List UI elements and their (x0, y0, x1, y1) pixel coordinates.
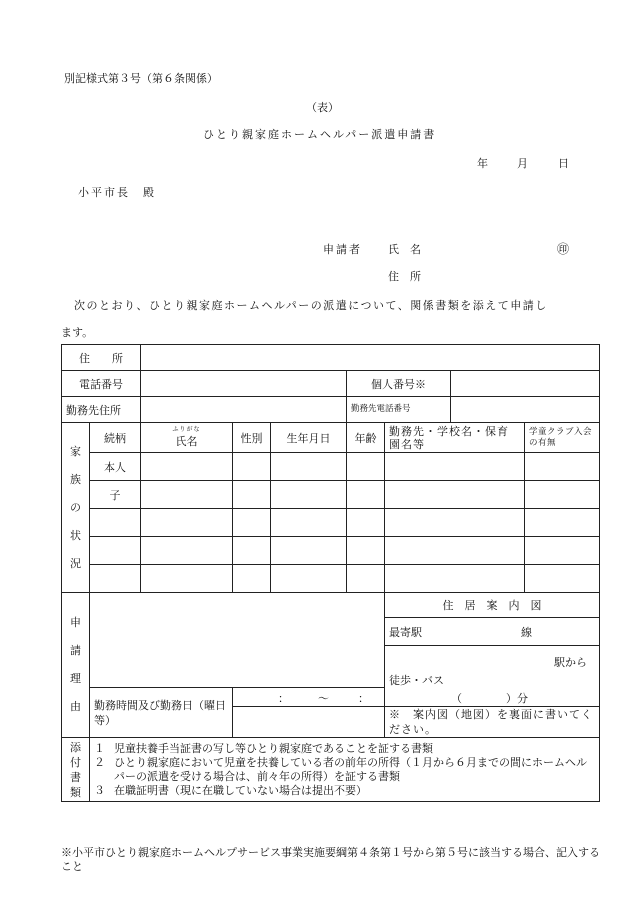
header-name: ふりがな 氏名 (141, 423, 233, 453)
work-days-field[interactable] (233, 707, 385, 738)
form-side: （表） (306, 101, 339, 114)
from-station-label: 駅から (554, 656, 588, 669)
time-colon-2: ： (358, 692, 369, 705)
family-club-cell[interactable] (525, 565, 600, 593)
family-name-cell[interactable] (141, 565, 233, 593)
page-title: ひとり親家庭ホームヘルパー派遣申請書 (203, 128, 437, 141)
header-birth: 生年月日 (271, 423, 347, 453)
family-relation[interactable] (90, 509, 141, 537)
header-name-ruby: ふりがな (172, 426, 201, 433)
applicant-label: 申請者 (323, 243, 362, 256)
family-birth-cell[interactable] (271, 481, 347, 509)
form-number: 別記様式第３号（第６条関係） (64, 72, 218, 85)
family-row (62, 565, 600, 593)
family-name-cell[interactable] (141, 481, 233, 509)
family-relation: 本人 (90, 453, 141, 481)
mynumber-label: 個人番号※ (347, 371, 451, 397)
family-relation[interactable] (90, 537, 141, 565)
mynumber-field[interactable] (451, 371, 600, 397)
access-info (385, 646, 600, 707)
list-item: ３ 在職証明書（現に在職していない場合は提出不要） (94, 783, 367, 797)
intro-line-2: ます。 (61, 326, 94, 339)
family-school-cell[interactable] (385, 509, 525, 537)
reason-section-label: 申 請 理 由 (62, 593, 90, 738)
family-birth-cell[interactable] (271, 509, 347, 537)
family-birth-cell[interactable] (271, 565, 347, 593)
date-day: 日 (558, 157, 569, 170)
family-section-label: 家 族 の 状 況 (62, 423, 90, 593)
family-school-cell[interactable] (385, 537, 525, 565)
family-row (62, 453, 600, 481)
family-age-cell[interactable] (347, 565, 385, 593)
family-age-cell[interactable] (347, 453, 385, 481)
family-row (62, 509, 600, 537)
work-hours-label: 勤務時間及び勤務日（曜日等） (90, 688, 233, 738)
date-month: 月 (517, 157, 528, 170)
line-label: 線 (521, 625, 532, 639)
header-age: 年齢 (347, 423, 385, 453)
family-birth-cell[interactable] (271, 453, 347, 481)
work-time-field[interactable] (233, 688, 385, 707)
family-relation: 子 (90, 481, 141, 509)
family-club-cell[interactable] (525, 453, 600, 481)
work-address-field[interactable] (141, 397, 347, 423)
family-row (62, 481, 600, 509)
family-age-cell[interactable] (347, 537, 385, 565)
time-wave: ～ (318, 692, 329, 705)
family-name-cell[interactable] (141, 509, 233, 537)
family-club-cell[interactable] (525, 481, 600, 509)
work-address-label: 勤務先住所 (62, 397, 141, 423)
phone-field[interactable] (141, 371, 347, 397)
seal-mark: ㊞ (557, 242, 570, 256)
station-label: 最寄駅 (389, 625, 422, 639)
family-sex-cell[interactable] (233, 481, 271, 509)
work-phone-field[interactable] (451, 397, 600, 423)
address-label: 住 所 (62, 345, 141, 371)
application-form-table (61, 344, 600, 802)
time-colon-1: ： (278, 692, 289, 705)
addressee: 小平市長 殿 (78, 186, 156, 199)
family-sex-cell[interactable] (233, 565, 271, 593)
family-club-cell[interactable] (525, 537, 600, 565)
family-age-cell[interactable] (347, 481, 385, 509)
family-name-cell[interactable] (141, 537, 233, 565)
header-school: 勤務先・学校名・保育園名等 (385, 423, 525, 453)
family-sex-cell[interactable] (233, 509, 271, 537)
header-relation: 続柄 (90, 423, 141, 453)
attachments-list (90, 738, 600, 802)
map-note: ※ 案内図（地図）を裏面に書いてください。 (385, 707, 600, 738)
phone-label: 電話番号 (62, 371, 141, 397)
address-field[interactable] (141, 345, 600, 371)
family-school-cell[interactable] (385, 453, 525, 481)
date-year: 年 (477, 157, 488, 170)
family-relation[interactable] (90, 565, 141, 593)
minutes-label: （ ）分 (451, 692, 528, 705)
family-school-cell[interactable] (385, 481, 525, 509)
map-title: 住 居 案 内 図 (385, 593, 600, 618)
work-phone-label: 勤務先電話番号 (347, 397, 451, 423)
family-sex-cell[interactable] (233, 453, 271, 481)
footnote: ※小平市ひとり親家庭ホームヘルプサービス事業実施要綱第４条第１号から第５号に該当する場合、記入すること (61, 846, 600, 873)
family-sex-cell[interactable] (233, 537, 271, 565)
family-age-cell[interactable] (347, 509, 385, 537)
walk-bus-label: 徒歩・バス (389, 674, 444, 687)
list-item: ２ ひとり親家庭において児童を扶養している者の前年の所得（１月から６月までの間にホームヘルパーの派遣を受ける場合は、前々年の所得）を証する書類 (94, 755, 587, 783)
list-item: １ 児童扶養手当証書の写し等ひとり親家庭であることを証する書類 (94, 741, 433, 755)
header-club: 学童クラブ入会の有無 (525, 423, 600, 453)
family-row (62, 537, 600, 565)
family-birth-cell[interactable] (271, 537, 347, 565)
family-name-cell[interactable] (141, 453, 233, 481)
intro-line-1: 次のとおり、ひとり親家庭ホームヘルパーの派遣について、関係書類を添えて申請し (74, 299, 548, 312)
family-school-cell[interactable] (385, 565, 525, 593)
applicant-name-label: 氏 名 (388, 243, 421, 256)
reason-field[interactable] (90, 593, 385, 688)
header-sex: 性別 (233, 423, 271, 453)
attachments-label: 添 付 書 類 (62, 738, 90, 802)
family-club-cell[interactable] (525, 509, 600, 537)
nearest-station (385, 618, 600, 646)
applicant-address-label: 住 所 (388, 270, 421, 283)
